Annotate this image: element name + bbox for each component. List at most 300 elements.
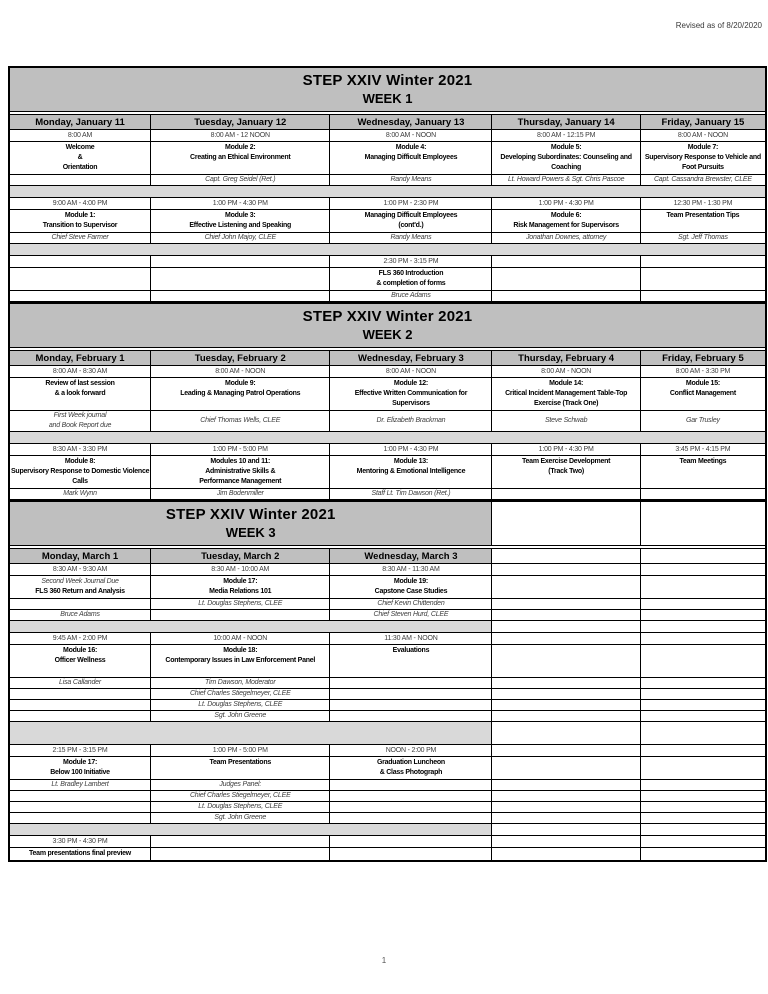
time-cell [151,366,330,378]
session-text: Supervisors [392,400,430,407]
session-text: Module 16: [62,647,98,654]
session-text: Module 1: [64,212,96,219]
instructor-text [10,700,150,710]
instructor-text [330,780,491,790]
time-text: 8:00 AM - NOON [541,367,592,375]
session-text: Supervisory Response to Vehicle and [644,154,761,161]
session-text: Risk Management for Supervisors [513,222,619,229]
time-text: 3:45 PM - 4:15 PM [675,445,731,453]
session-text: Modules 10 and 11: [210,458,271,465]
session-text: Mentoring & Emotional Intelligence [356,468,466,475]
time-cell [9,366,151,378]
instructor-cell [330,233,492,244]
session-cell [9,456,151,489]
time-cell [9,256,151,268]
instructor-cell [330,291,492,303]
time-text: 8:00 AM - NOON [385,131,436,139]
instructor-cell [9,175,151,186]
empty-cell [640,599,766,610]
instructor-text [330,813,491,823]
empty-cell [640,689,766,700]
spacer-row [9,432,766,444]
session-text [493,269,638,279]
empty-cell [492,757,640,780]
instructor-cell [151,700,330,711]
instructor-cell [492,489,640,501]
time-text: 2:15 PM - 3:15 PM [52,746,108,754]
session-text: Contemporary Issues in Law Enforcement Panel [165,657,316,664]
instructor-cell [492,291,640,303]
instructor-text: Lt. Douglas Stephens, CLEE [198,803,283,810]
instructor-cell [330,780,492,791]
instructor-text: Tim Dawson, Moderator [205,679,276,686]
instructor-text [10,689,150,699]
spacer-row [9,244,766,256]
session-text: Leading & Managing Patrol Operations [180,390,301,397]
schedule [8,66,767,862]
session-cell [640,378,766,411]
day-header: Monday, January 11 [9,115,151,130]
session-text: Developing Subordinates: Counseling and [500,154,632,161]
instructor-cell [9,711,151,722]
instructor-cell [151,689,330,700]
session-text: Media Relations 101 [209,588,272,595]
time-cell [9,198,151,210]
session-cell [640,210,766,233]
instructor-cell [9,291,151,303]
session-cell [9,210,151,233]
session-text: Review of last session [45,380,115,387]
session-text: Module 15: [685,380,720,387]
empty-cell [640,549,766,564]
instructor-text: Randy Means [390,176,432,183]
session-text [11,269,149,279]
session-text: Module 19: [393,578,428,585]
time-text: NOON - 2:00 PM [385,746,437,754]
time-text: 9:45 AM - 2:00 PM [52,634,108,642]
instructor-text: Sgt. John Greene [214,712,267,719]
instructor-cell [151,791,330,802]
session-cell [330,645,492,678]
empty-cell [492,780,640,791]
time-text: 8:30 AM - 9:30 AM [52,565,108,573]
empty-cell [492,610,640,621]
week-3-table [8,500,767,862]
session-cell [640,456,766,489]
instructor-text [641,291,765,301]
instructor-cell [640,175,766,186]
day-header: Tuesday, January 12 [151,115,330,130]
instructor-cell [9,411,151,432]
time-cell [151,836,330,848]
instructor-text: Chief Thomas Wells, CLEE [200,417,281,424]
empty-cell [492,791,640,802]
session-cell [330,757,492,780]
week-header [9,501,492,546]
time-text: 1:00 PM - 4:30 PM [383,445,439,453]
instructor-cell [9,813,151,824]
instructor-text: Lisa Callander [59,679,101,686]
session-text: Module 9: [225,380,256,387]
instructor-text: Lt. Bradley Lambert [51,781,109,788]
instructor-cell [640,411,766,432]
day-header: Friday, February 5 [640,351,766,366]
session-cell [9,645,151,678]
time-text [10,257,150,267]
session-text: Evaluations [392,647,430,654]
session-text: Module 12: [393,380,428,387]
instructor-text: Sgt. John Greene [214,814,267,821]
session-text: Critical Incident Management Table-Top [505,390,628,397]
instructor-text [10,813,150,823]
instructor-text: Lt. Howard Powers & Sgt. Chris Pascoe [507,176,625,183]
week-title: STEP XXIV Winter 2021 [165,506,336,523]
session-text: Team Presentation Tips [666,212,740,219]
empty-cell [492,599,640,610]
instructor-text: Jonathan Downes, attorney [526,234,607,241]
time-cell [9,130,151,142]
instructor-text [10,291,150,301]
empty-cell [640,501,766,546]
instructor-cell [9,233,151,244]
instructor-cell [330,489,492,501]
session-cell [330,210,492,233]
time-cell [9,633,151,645]
time-text [151,257,329,267]
instructor-text: Chief Charles Stiegelmeyer, CLEE [189,690,291,697]
time-cell [9,564,151,576]
session-text: Transition to Supervisor [42,222,118,229]
empty-cell [640,645,766,678]
instructor-cell [151,233,330,244]
empty-cell [640,791,766,802]
instructor-text [330,678,491,688]
time-text: 8:00 AM [67,131,93,139]
time-cell [640,130,766,142]
session-text: Managing Difficult Employees [364,212,458,219]
time-cell [151,198,330,210]
instructor-text [492,489,639,499]
empty-cell [492,678,640,689]
session-text: Effective Listening and Speaking [189,222,292,229]
instructor-text [330,711,491,721]
time-cell [330,366,492,378]
time-text: 1:00 PM - 4:30 PM [212,199,268,207]
instructor-text [330,700,491,710]
time-cell [330,130,492,142]
session-text: Module 17: [62,759,98,766]
session-text: (cont'd.) [398,222,424,229]
empty-cell [492,848,640,862]
instructor-cell [9,610,151,621]
empty-cell [492,501,640,546]
session-text: Creating an Ethical Environment [190,154,291,161]
instructor-cell [151,175,330,186]
session-text: Module 7: [687,144,719,151]
time-text: 1:00 PM - 2:30 PM [383,199,439,207]
session-text: Orientation [62,164,98,171]
instructor-text: Lt. Douglas Stephens, CLEE [198,600,283,607]
time-cell [330,836,492,848]
session-cell [9,757,151,780]
instructor-text: Mark Wynn [63,490,97,497]
time-cell [640,256,766,268]
instructor-cell [330,610,492,621]
instructor-cell [640,489,766,501]
time-text: 1:00 PM - 5:00 PM [212,746,268,754]
session-cell [492,456,640,489]
time-text: 2:30 PM - 3:15 PM [383,257,439,265]
empty-cell [640,576,766,599]
session-text: FLS 360 Introduction [378,270,444,277]
instructor-cell [151,780,330,791]
spacer-row [9,722,492,745]
session-cell [492,268,640,291]
instructor-text [151,291,329,301]
time-cell [151,130,330,142]
instructor-cell [9,689,151,700]
session-text: Module 14: [549,380,584,387]
empty-cell [492,813,640,824]
empty-cell [640,711,766,722]
day-header: Tuesday, February 2 [151,351,330,366]
instructor-text: Bruce Adams [60,611,100,618]
session-text: Conflict Management [669,390,736,397]
empty-cell [492,802,640,813]
empty-cell [492,549,640,564]
instructor-cell [9,791,151,802]
instructor-text: Dr. Elizabeth Brackman [376,417,446,424]
empty-cell [492,711,640,722]
instructor-text: Bruce Adams [391,292,431,299]
session-text: Module 2: [225,144,256,151]
session-text: Foot Pursuits [681,164,724,171]
instructor-text [492,291,639,301]
session-cell [151,142,330,175]
session-cell [330,268,492,291]
week-subtitle: WEEK 1 [362,91,413,106]
session-text: Team presentations final preview [29,850,131,857]
instructor-cell [9,802,151,813]
empty-cell [492,700,640,711]
session-cell [9,576,151,599]
session-text: Module 17: [223,578,258,585]
instructor-cell [151,711,330,722]
session-cell [492,378,640,411]
day-header: Friday, January 15 [640,115,766,130]
session-text: & Class Photograph [379,769,443,776]
time-cell [330,745,492,757]
time-text: 11:30 AM - NOON [384,634,438,642]
time-cell [151,745,330,757]
time-cell [9,444,151,456]
instructor-cell [9,599,151,610]
instructor-text: Lt. Douglas Stephens, CLEE [198,701,283,708]
session-cell [151,210,330,233]
session-cell [640,268,766,291]
session-text: Graduation Luncheon [376,759,445,766]
time-cell [492,130,640,142]
instructor-cell [330,791,492,802]
time-cell [640,366,766,378]
session-text: Coaching [551,164,582,171]
session-cell [492,142,640,175]
session-cell [330,848,492,862]
week-subtitle: WEEK 3 [225,525,276,540]
instructor-text: Staff Lt. Tim Dawson (Ret.) [371,490,451,497]
empty-cell [640,745,766,757]
session-cell [151,456,330,489]
session-text: Second Week Journal Due [41,578,119,585]
instructor-text: and Book Report due [48,422,112,429]
session-text: Officer Wellness [54,657,106,664]
empty-cell [640,780,766,791]
instructor-text: Chief Kevin Chittenden [377,600,445,607]
session-text [152,269,328,279]
instructor-cell [9,780,151,791]
session-text: Supervisory Response to Domestic Violence [11,468,150,475]
session-text: Team Presentations [209,759,271,766]
instructor-text [151,610,329,620]
session-cell [330,576,492,599]
instructor-cell [330,175,492,186]
week-title: STEP XXIV Winter 2021 [302,308,473,325]
time-text: 3:30 PM - 4:30 PM [52,837,108,845]
empty-cell [492,689,640,700]
instructor-text: First Week journal [53,412,107,419]
session-cell [151,378,330,411]
session-text: Administrative Skills & [205,468,276,475]
time-cell [492,366,640,378]
session-text: Welcome [65,144,95,151]
time-cell [151,256,330,268]
session-text: & a look forward [54,390,106,397]
time-text: 1:00 PM - 4:30 PM [538,199,594,207]
time-text: 8:00 AM - 8:30 AM [52,367,108,375]
session-text: & [77,154,83,161]
time-text: 8:00 AM - 3:30 PM [675,367,731,375]
time-text [492,257,639,267]
session-cell [9,848,151,862]
time-cell [151,633,330,645]
instructor-cell [9,489,151,501]
instructor-text [330,791,491,801]
instructor-text [10,175,150,185]
time-text: 8:00 AM - NOON [215,367,266,375]
instructor-text [330,802,491,812]
session-cell [640,142,766,175]
week-header [9,303,766,348]
revision-note: Revised as of 8/20/2020 [675,21,762,30]
session-text: Module 5: [550,144,582,151]
time-text: 8:30 AM - 3:30 PM [52,445,108,453]
empty-cell [640,564,766,576]
instructor-cell [330,689,492,700]
instructor-text: Capt. Greg Seidel (Ret.) [205,176,276,183]
time-cell [151,444,330,456]
session-text [331,849,490,859]
time-text: 8:00 AM - 12:15 PM [536,131,596,139]
empty-cell [492,564,640,576]
empty-cell [492,722,640,745]
spacer-row [9,186,766,198]
session-cell [9,142,151,175]
time-cell [492,198,640,210]
day-header: Monday, March 1 [9,549,151,564]
instructor-text: Steve Schwab [544,417,588,424]
session-text: Module 4: [395,144,427,151]
instructor-text: Randy Means [390,234,432,241]
instructor-cell [151,599,330,610]
session-text: Effective Written Communication for [354,390,468,397]
session-text: (Track Two) [548,468,584,475]
session-text: Module 6: [550,212,582,219]
empty-cell [640,722,766,745]
instructor-text [10,599,150,609]
time-text: 8:30 AM - 10:00 AM [211,565,270,573]
time-text: 10:00 AM - NOON [213,634,268,642]
time-text: 8:00 AM - 12 NOON [210,131,270,139]
session-text: Below 100 Initiative [50,769,110,776]
empty-cell [492,836,640,848]
empty-cell [640,757,766,780]
session-cell [330,378,492,411]
instructor-cell [330,599,492,610]
week-title: STEP XXIV Winter 2021 [302,72,473,89]
empty-cell [640,813,766,824]
instructor-cell [640,233,766,244]
session-cell [151,268,330,291]
time-text: 8:00 AM - NOON [385,367,436,375]
session-text: Module 3: [225,212,256,219]
empty-cell [492,745,640,757]
time-cell [9,745,151,757]
time-cell [151,564,330,576]
instructor-cell [151,291,330,303]
instructor-text: Chief Charles Stiegelmeyer, CLEE [189,792,291,799]
time-cell [330,564,492,576]
session-text: Team Meetings [679,458,727,465]
week-1-table [8,66,767,303]
session-cell [151,645,330,678]
instructor-cell [330,813,492,824]
empty-cell [492,824,640,836]
session-text: Capstone Case Studies [374,588,448,595]
day-header: Thursday, January 14 [492,115,640,130]
instructor-cell [330,411,492,432]
instructor-text: Capt. Cassandra Brewster, CLEE [653,176,752,183]
instructor-text: Sgt. Jeff Thomas [678,234,728,241]
time-text: 1:00 PM - 4:30 PM [538,445,594,453]
instructor-cell [151,610,330,621]
session-cell [330,142,492,175]
week-2-table [8,302,767,501]
instructor-cell [9,678,151,689]
instructor-text: Chief John Majoy, CLEE [204,234,276,241]
week-subtitle: WEEK 2 [362,327,413,342]
time-cell [330,256,492,268]
time-text: 1:00 PM - 5:00 PM [212,445,268,453]
empty-cell [492,576,640,599]
time-cell [492,444,640,456]
time-cell [492,256,640,268]
time-text: 12:30 PM - 1:30 PM [673,199,733,207]
instructor-cell [151,813,330,824]
time-cell [640,444,766,456]
session-text: Exercise (Track One) [533,400,599,407]
spacer-row [9,824,492,836]
instructor-text: Judges Panel: [219,781,262,788]
